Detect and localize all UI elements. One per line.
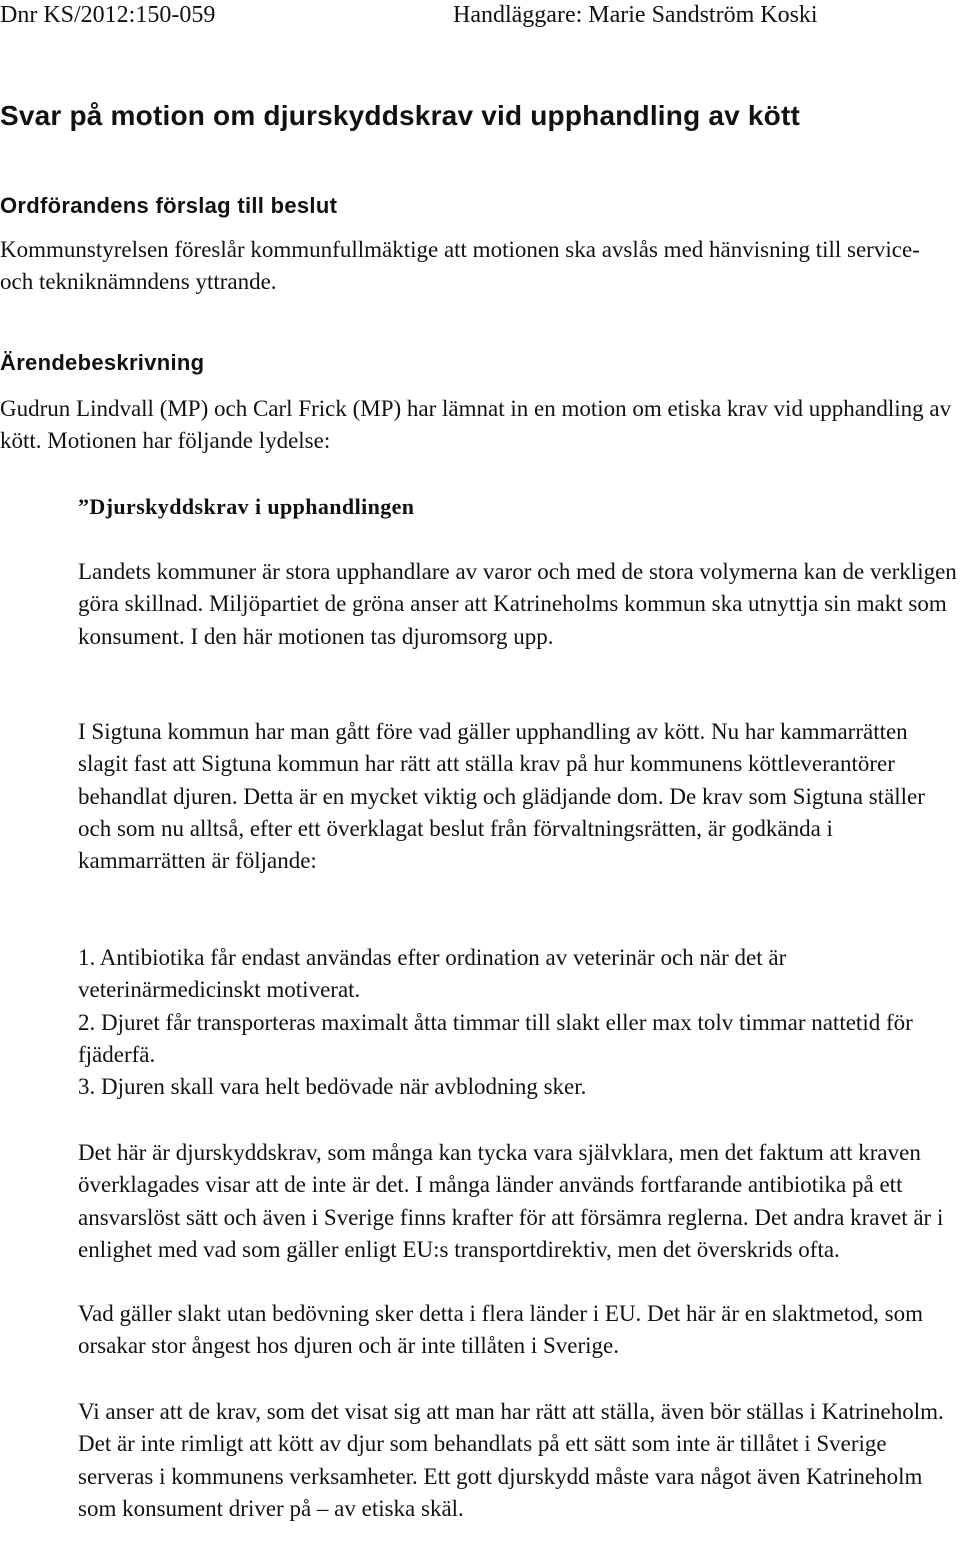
motion-paragraph-2: I Sigtuna kommun har man gått före vad gäller upphandling av kött. Nu har kammarrätten slagit fast att Sigtuna kommun har rätt att ställa krav på hur kommunens köttleverantörer behandlat djuren. Detta är en mycket viktig och glädjande dom. De krav som Sigtuna ställer och som nu alltså, efter ett överklagat beslut från förvaltningsrätten, är godkända i kammarrätten är följande: (78, 719, 925, 874)
motion-title: ”Djurskyddskrav i upphandlingen (78, 494, 415, 519)
list-item-number: 1. (78, 945, 96, 970)
list-item-number: 2. (78, 1009, 96, 1035)
motion-paragraph-4: Vad gäller slakt utan bedövning sker detta i flera länder i EU. Det här är en slaktmetod, som orsakar stor ångest hos djuren och är inte tillåten i Sverige. (78, 1301, 923, 1359)
case-officer: Handläggare: Marie Sandström Koski (453, 2, 818, 28)
requirements-list (78, 942, 958, 1103)
description-heading: Ärendebeskrivning (0, 350, 205, 375)
list-item (78, 1071, 958, 1103)
list-item-text: Antibiotika får endast användas efter ordination av veterinär och när det är veterinärmedicinskt motiverat. (78, 945, 787, 1003)
motion-paragraph-5: Vi anser att de krav, som det visat sig att man har rätt att ställa, även bör ställas i Katrineholm. Det är inte rimligt att kött av djur som behandlats på ett sätt som inte är tillåtet i Sverige serveras i kommunens verksamheter. Ett gott djurskydd måste vara något även Katrineholm som konsument driver på – av etiska skäl. (78, 1399, 944, 1521)
case-number: Dnr KS/2012:150-059 (0, 2, 216, 28)
description-text: Gudrun Lindvall (MP) och Carl Frick (MP) har lämnat in en motion om etiska krav vid upphandling av kött. Motionen har följande lydelse: (0, 396, 952, 454)
proposal-text: Kommunstyrelsen föreslår kommunfullmäktige att motionen ska avslås med hänvisning till service- och tekniknämndens yttrande. (0, 237, 920, 295)
motion-paragraph-3: Det här är djurskyddskrav, som många kan tycka vara självklara, men det faktum att kraven överklagades visar att de inte är det. I många länder används fortfarande antibiotika på ett ansvarslöst sätt och även i Sverige finns krafter för att försämra reglerna. Det andra kravet är i enlighet med vad som gäller enligt EU:s transportdirektiv, men det överskrids ofta. (78, 1140, 944, 1262)
list-item-text: Djuret får transporteras maximalt åtta timmar till slakt eller max tolv timmar nattetid för fjäderfä. (78, 1009, 913, 1067)
motion-paragraph-1: Landets kommuner är stora upphandlare av varor och med de stora volymerna kan de verkligen göra skillnad. Miljöpartiet de gröna anser att Katrineholms kommun ska utnyttja sin makt som konsument. I den här motionen tas djuromsorg upp. (78, 559, 957, 649)
document-header (0, 0, 960, 30)
document-title: Svar på motion om djurskyddskrav vid upphandling av kött (0, 100, 801, 131)
proposal-heading: Ordförandens förslag till beslut (0, 193, 338, 218)
list-item-text: Djuren skall vara helt bedövade när avblodning sker. (101, 1074, 587, 1100)
list-item (78, 942, 958, 1007)
list-item (78, 1007, 958, 1072)
list-item-number: 3. (78, 1074, 96, 1100)
